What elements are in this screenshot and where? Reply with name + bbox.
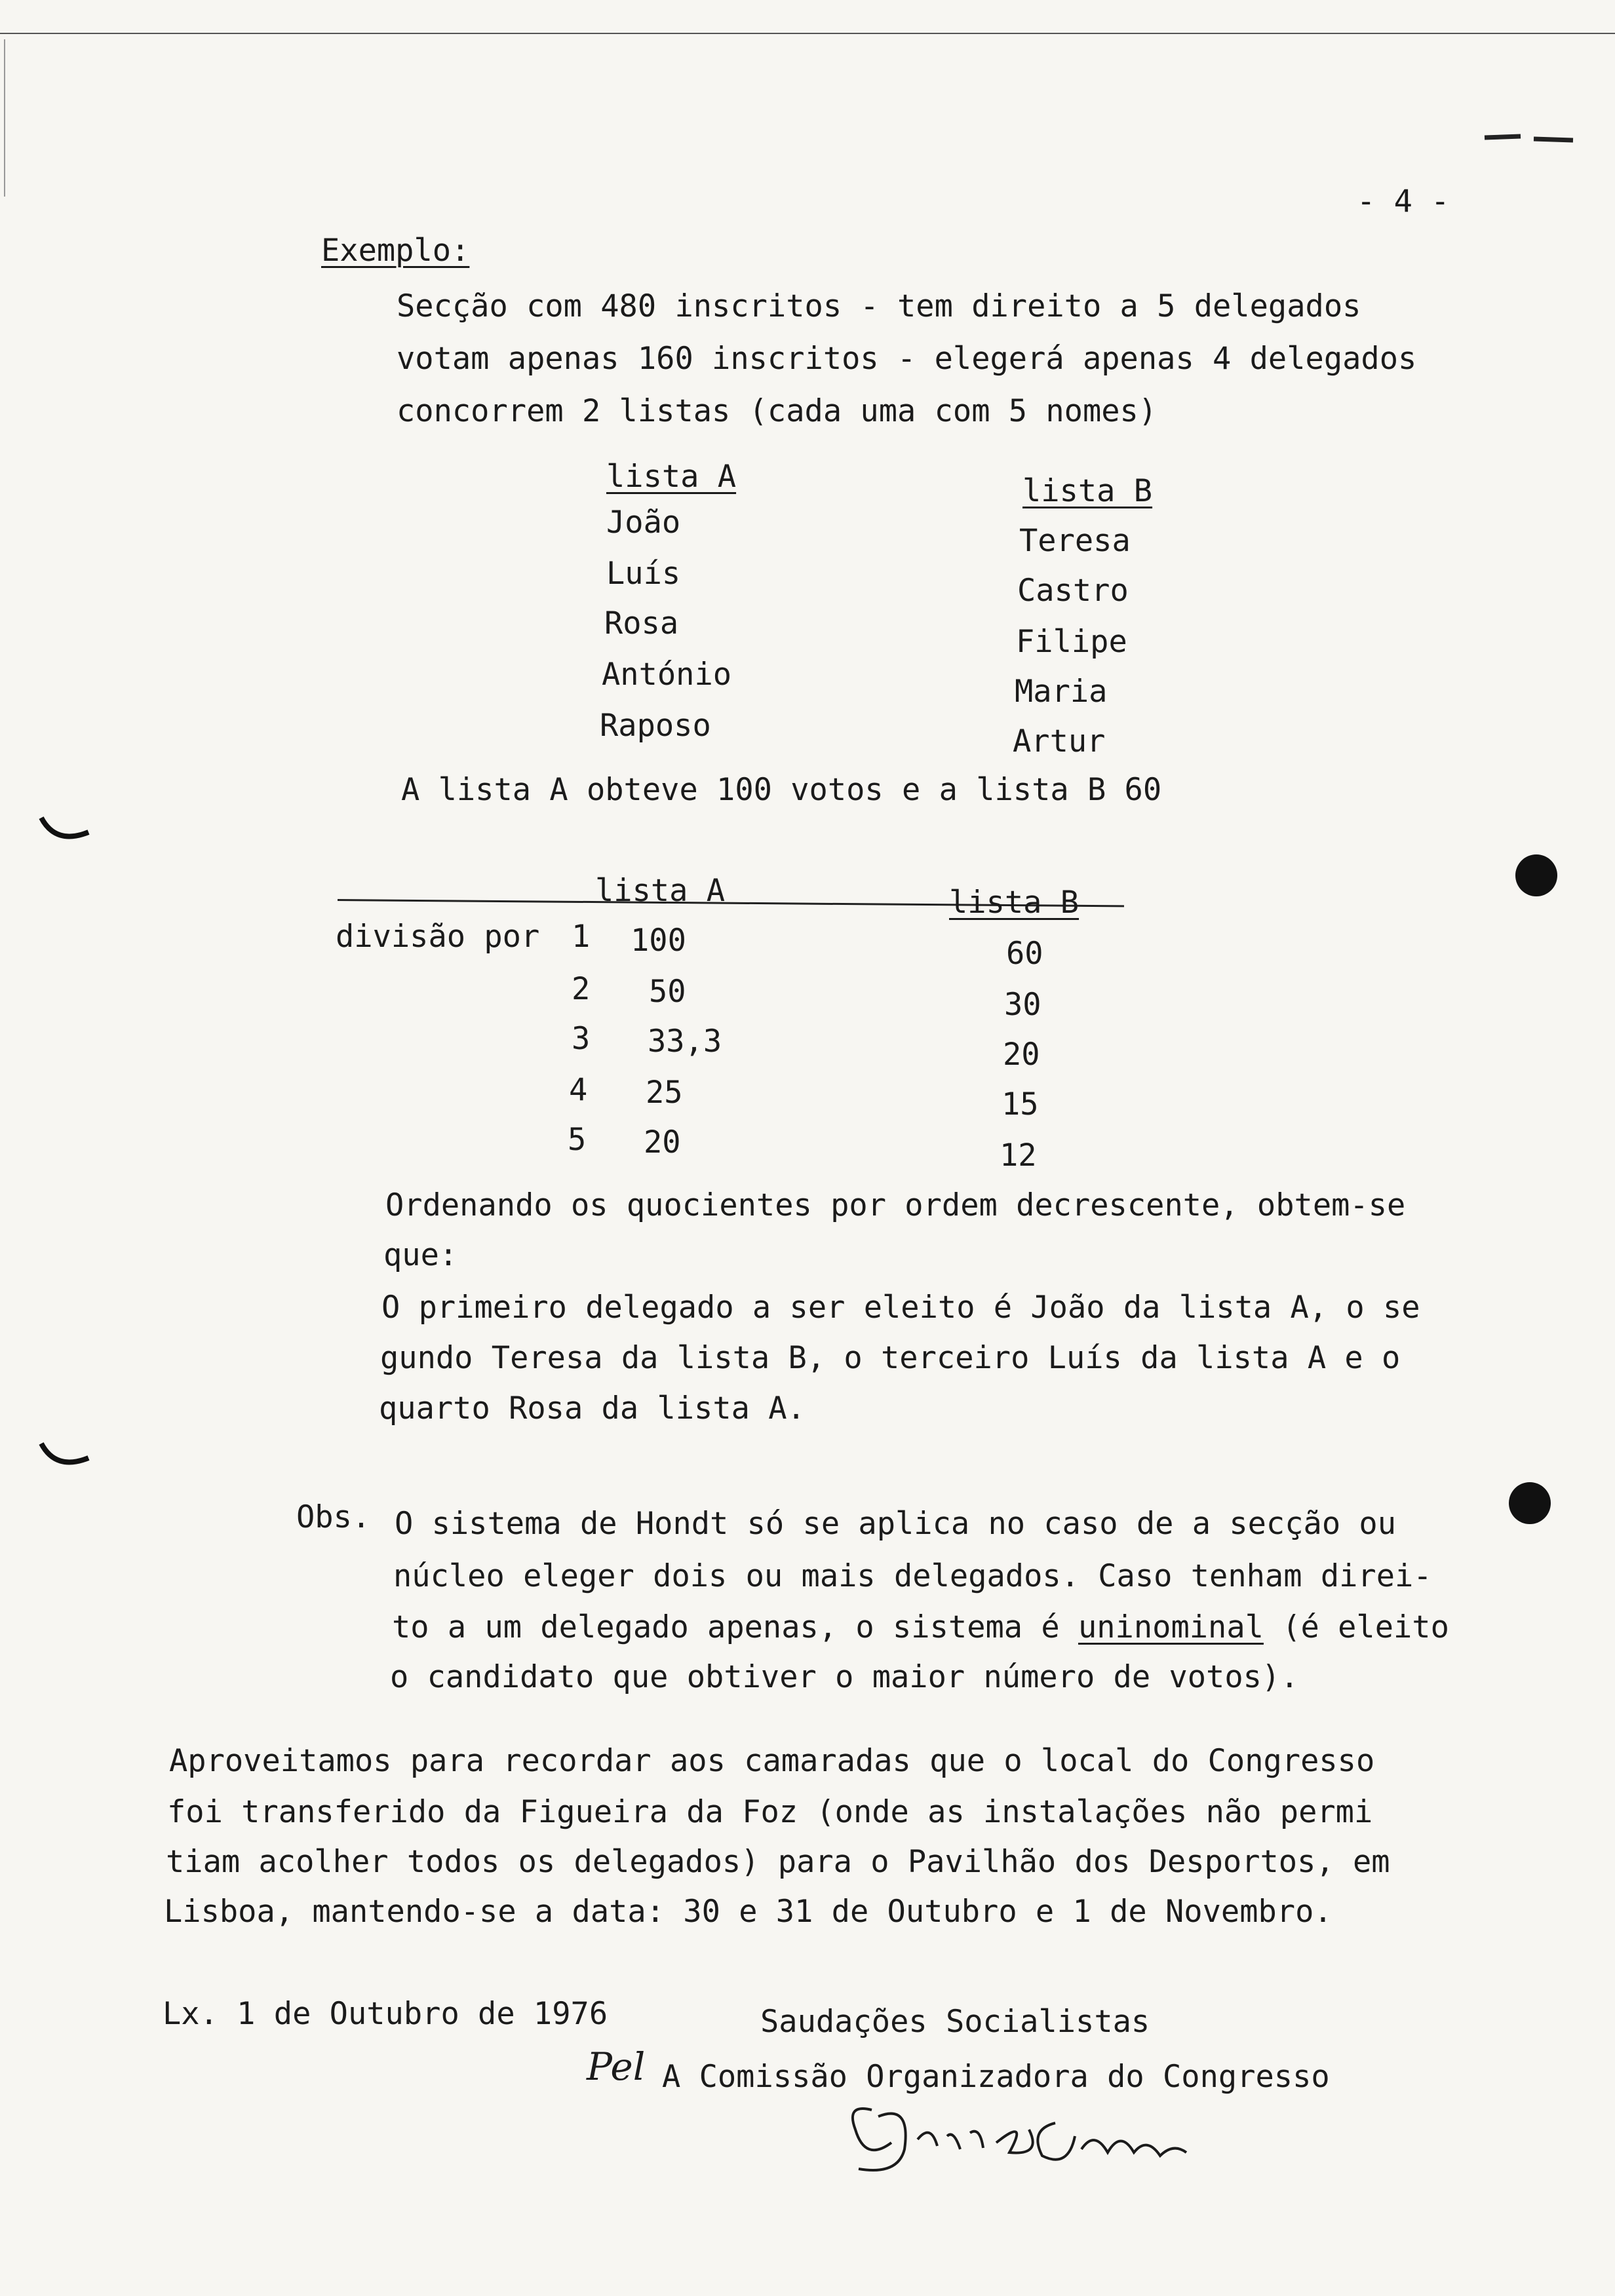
binder-dot-icon — [1515, 854, 1557, 896]
quotient-b: 60 — [1006, 936, 1043, 972]
obs-line3-start: to a um delegado apenas, o sistema é — [392, 1609, 1078, 1645]
table-header-a: lista A — [595, 873, 726, 909]
committee: A Comissão Organizadora do Congresso — [662, 2059, 1330, 2095]
list-a-name: João — [606, 505, 681, 541]
table-header-b: lista B — [949, 885, 1080, 921]
quotient-b: 12 — [1000, 1138, 1037, 1174]
ordering-line: O primeiro delegado a ser eleito é João da lista A, o se — [381, 1290, 1420, 1326]
obs-label: Obs. — [296, 1499, 371, 1535]
list-a-name: Luís — [606, 556, 681, 592]
scan-left-edge — [4, 39, 5, 197]
ordering-line: gundo Teresa da lista B, o terceiro Luís da lista A e o — [380, 1340, 1401, 1376]
obs-line3-end: (é eleito — [1263, 1609, 1449, 1645]
page-number: - 4 - — [1357, 183, 1450, 220]
scan-top-edge — [0, 33, 1615, 34]
obs-uninominal: uninominal — [1078, 1609, 1264, 1645]
quotient-a: 50 — [649, 974, 686, 1010]
date-line: Lx. 1 de Outubro de 1976 — [163, 1996, 608, 2032]
example-line: votam apenas 160 inscritos - elegerá apenas 4 delegados — [397, 341, 1417, 377]
quotient-a: 25 — [646, 1075, 683, 1111]
divisor-label: divisão por — [336, 919, 540, 955]
divisor: 3 — [572, 1021, 591, 1057]
list-a-name: Raposo — [600, 708, 711, 744]
closing-line: tiam acolher todos os delegados) para o Pavilhão dos Desportos, em — [166, 1844, 1390, 1880]
divisor: 1 — [572, 919, 591, 955]
binder-dot-icon — [1509, 1482, 1551, 1524]
divisor: 5 — [568, 1122, 587, 1158]
example-heading: Exemplo: — [321, 233, 470, 269]
obs-line: núcleo eleger dois ou mais delegados. Caso tenham direi- — [393, 1558, 1432, 1594]
obs-line: O sistema de Hondt só se aplica no caso de a secção ou — [395, 1506, 1397, 1542]
divisor: 4 — [569, 1072, 588, 1108]
punch-hole-icon — [36, 1438, 95, 1478]
ordering-line: quarto Rosa da lista A. — [379, 1390, 806, 1426]
obs-line: o candidato que obtiver o maior número de votos). — [390, 1659, 1299, 1695]
quotient-b: 20 — [1003, 1037, 1040, 1073]
closing-line: Aproveitamos para recordar aos camaradas que o local do Congresso — [169, 1743, 1375, 1779]
list-a-name: Rosa — [604, 605, 679, 641]
list-b-name: Maria — [1015, 674, 1108, 710]
list-b-name: Artur — [1013, 723, 1106, 759]
list-b-name: Teresa — [1019, 523, 1131, 559]
pel-handwritten: Pel — [587, 2044, 646, 2089]
quotient-a: 33,3 — [648, 1024, 722, 1060]
signature-icon — [832, 2090, 1199, 2189]
example-line: concorrem 2 listas (cada uma com 5 nomes) — [397, 393, 1158, 429]
quotient-b: 30 — [1004, 987, 1041, 1023]
closing-line: Lisboa, mantendo-se a data: 30 e 31 de Outubro e 1 de Novembro. — [164, 1894, 1333, 1930]
list-a-name: António — [602, 657, 732, 693]
punch-hole-icon — [36, 813, 95, 852]
greeting: Saudações Socialistas — [760, 2004, 1150, 2040]
votes-line: A lista A obteve 100 votos e a lista B 60 — [401, 772, 1162, 808]
ordering-line: Ordenando os quocientes por ordem decrescente, obtem-se — [385, 1187, 1406, 1223]
list-b-name: Castro — [1017, 573, 1129, 609]
closing-line: foi transferido da Figueira da Foz (onde as instalações não permi — [167, 1794, 1373, 1830]
quotient-b: 15 — [1002, 1086, 1039, 1122]
list-b-title: lista B — [1022, 473, 1153, 509]
ordering-line: que: — [383, 1237, 458, 1273]
example-line: Secção com 480 inscritos - tem direito a 5 delegados — [397, 288, 1361, 324]
obs-line — [392, 1609, 1449, 1646]
quotient-a: 20 — [644, 1124, 681, 1160]
list-b-name: Filipe — [1016, 624, 1127, 660]
quotient-a: 100 — [631, 923, 686, 959]
corner-scribble-icon — [1481, 124, 1580, 151]
list-a-title: lista A — [606, 459, 737, 495]
divisor: 2 — [572, 971, 591, 1007]
